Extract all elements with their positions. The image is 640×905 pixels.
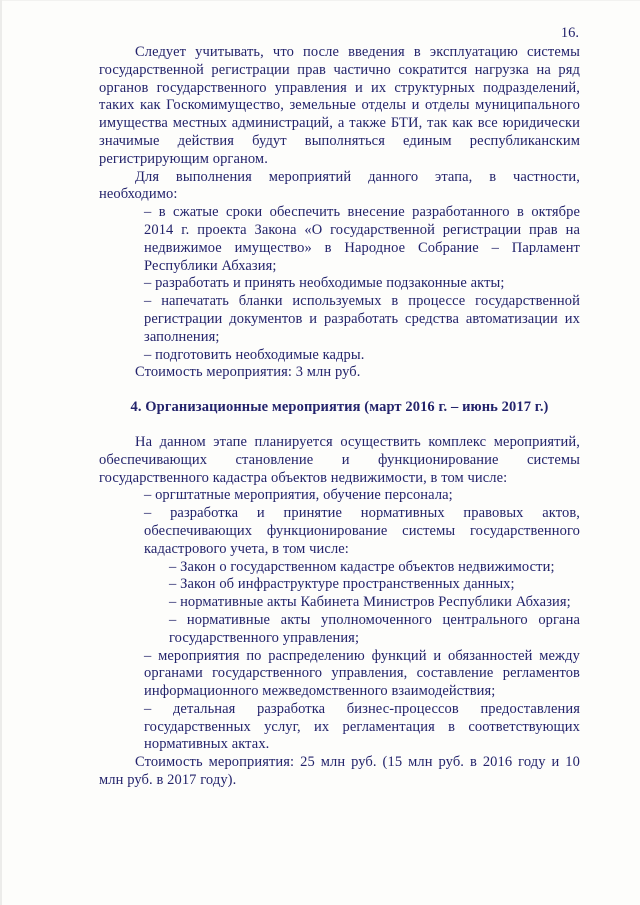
list-item: – оргштатные мероприятия, обучение персонала; — [144, 487, 453, 504]
paragraph: Следует учитывать, что после введения в эксплуатацию системы государственной регистрации прав частично сократится нагрузка на ряд органов государственного управления и их структурных подразделений, таких как Госкомимущество, земельные отделы и отделы муниципального имущества местных администраций, а также БТИ, так как все юридически значимые действия будут выполняться единым республиканским регистрирующим органом. — [99, 44, 580, 167]
document-content — [99, 44, 580, 790]
section-heading: 4. Организационные мероприятия (март 2016 г. – июнь 2017 г.) — [130, 399, 549, 416]
sub-list-item: – нормативные акты уполномоченного центрального органа государственного управления; — [169, 611, 580, 646]
list-item: – мероприятия по распределению функций и обязанностей между органами государственного управления, составление регламентов информационного межведомственного взаимодействия; — [144, 647, 580, 700]
paragraph: Стоимость мероприятия: 25 млн руб. (15 млн руб. в 2016 году и 10 млн руб. в 2017 году). — [99, 754, 580, 789]
list-item: – напечатать бланки используемых в процессе государственной регистрации документов и разработать средства автоматизации их заполнения; — [144, 293, 580, 345]
list-item: – разработать и принять необходимые подзаконные акты; — [144, 275, 505, 292]
list-item: – разработка и принятие нормативных правовых актов, обеспечивающих функционирование системы государственного кадастрового учета, в том числе: — [144, 505, 580, 557]
sub-list-item: – нормативные акты Кабинета Министров Республики Абхазия; — [169, 594, 571, 611]
sub-list-item: – Закон о государственном кадастре объектов недвижимости; — [169, 558, 555, 575]
list-item: – детальная разработка бизнес-процессов предоставления государственных услуг, их регламентация в соответствующих нормативных актах. — [144, 700, 580, 753]
page-number: 16. — [560, 25, 579, 41]
paragraph: Для выполнения мероприятий данного этапа, в частности, необходимо: — [99, 168, 580, 203]
sub-list-item: – Закон об инфраструктуре пространственных данных; — [169, 576, 515, 593]
paragraph: На данном этапе планируется осуществить комплекс мероприятий, обеспечивающих становление и функционирование системы государственного кадастра объектов недвижимости, в том числе: — [99, 433, 580, 486]
list-item: – в сжатые сроки обеспечить внесение разработанного в октябре 2014 г. проекта Закона «О государственной регистрации прав на недвижимое имущество» в Народное Собрание – Парламент Республики Абхазия; — [144, 204, 580, 274]
paragraph: Стоимость мероприятия: 3 млн руб. — [135, 364, 361, 381]
list-item: – подготовить необходимые кадры. — [144, 346, 365, 363]
